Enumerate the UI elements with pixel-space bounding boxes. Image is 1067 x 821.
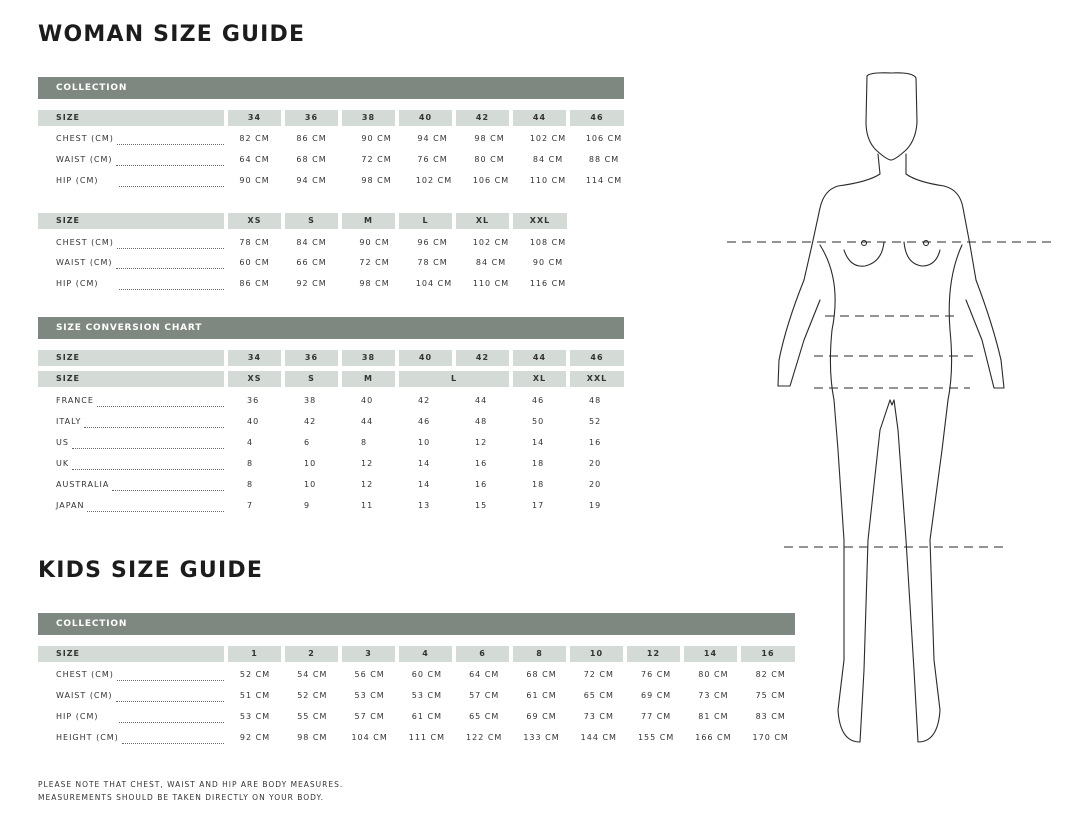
bust-point-right [924, 241, 929, 246]
table-cell: 17 [532, 501, 545, 510]
table-cell: 12 [475, 438, 488, 447]
table-cell: 16 [589, 438, 602, 447]
size-col-header: 3 [342, 646, 395, 662]
kids-collection-band: COLLECTION [38, 613, 795, 635]
row-label-text: WAIST (CM) [56, 155, 113, 164]
table-cell: 48 [475, 417, 488, 426]
table-cell: 76 CM [417, 155, 448, 164]
table-cell: 52 [589, 417, 602, 426]
table-cell: 46 [418, 417, 431, 426]
size-conversion-band: SIZE CONVERSION CHART [38, 317, 624, 339]
row-label-waist [56, 154, 224, 166]
row-label [56, 690, 224, 702]
table-cell: 102 CM [415, 176, 453, 185]
table-cell: 68 CM [296, 155, 327, 164]
size-col-header: 4 [399, 646, 452, 662]
table-cell: 73 CM [698, 691, 729, 700]
table-cell: 13 [418, 501, 431, 510]
row-label-text: CHEST (CM) [56, 238, 114, 247]
table-cell: 73 CM [583, 712, 614, 721]
table-cell: 84 CM [475, 258, 507, 267]
size-col-header: 14 [684, 646, 737, 662]
table-cell: 110 CM [472, 279, 510, 288]
table-cell: 133 CM [523, 733, 560, 742]
table-cell: 166 CM [695, 733, 732, 742]
bust-right [904, 242, 940, 266]
size-col-header: XXL [513, 213, 567, 229]
table-cell: 76 CM [640, 670, 672, 679]
torso-right [906, 245, 962, 742]
table-cell: 18 [532, 480, 545, 489]
table-cell: 122 CM [466, 733, 503, 742]
table-cell: 20 [589, 459, 602, 468]
table-cell: 10 [418, 438, 431, 447]
table-cell: 46 [532, 396, 545, 405]
row-label-hip [56, 175, 224, 187]
size-header: SIZE [38, 213, 224, 229]
torso-left [820, 245, 868, 742]
row-label-text: CHEST (CM) [56, 670, 114, 679]
table-cell: 14 [532, 438, 545, 447]
size-col-header: 44 [513, 110, 566, 126]
table-cell: 111 CM [408, 733, 446, 742]
table-cell: 155 CM [637, 733, 675, 742]
table-cell: 38 [304, 396, 317, 405]
row-label-uk [56, 458, 224, 470]
woman-size-guide-title: WOMAN SIZE GUIDE [38, 22, 306, 47]
row-label-chest [56, 133, 224, 145]
table-cell: 53 CM [354, 691, 385, 700]
table-cell: 18 [532, 459, 545, 468]
row-label-italy [56, 416, 224, 428]
table-cell: 78 CM [417, 258, 448, 267]
size-header: SIZE [38, 350, 224, 366]
row-label-text: HIP (CM) [56, 712, 99, 721]
size-col-header: 36 [285, 350, 338, 366]
size-col-header: 12 [627, 646, 680, 662]
table-cell: 88 CM [588, 155, 620, 164]
table-cell: 110 CM [529, 176, 567, 185]
table-cell: 64 CM [239, 155, 270, 164]
row-label [56, 711, 224, 723]
table-cell: 7 [247, 501, 254, 510]
table-cell: 94 CM [417, 134, 448, 143]
size-col-header: L [399, 213, 452, 229]
neck-outline-right [906, 154, 976, 280]
table-cell: 51 CM [239, 691, 271, 700]
size-col-header: 16 [741, 646, 795, 662]
left-arm [778, 280, 820, 386]
size-header: SIZE [38, 371, 224, 387]
size-col-header: M [342, 213, 395, 229]
table-cell: 12 [361, 459, 374, 468]
table-cell: 86 CM [296, 134, 327, 143]
table-cell: 98 CM [361, 176, 392, 185]
table-cell: 64 CM [469, 670, 500, 679]
table-cell: 102 CM [529, 134, 567, 143]
table-cell: 80 CM [474, 155, 505, 164]
body-figure [720, 70, 1060, 754]
table-cell: 84 CM [532, 155, 564, 164]
table-cell: 42 [418, 396, 431, 405]
row-label-text: HEIGHT (CM) [56, 733, 119, 742]
right-arm [966, 280, 1004, 388]
size-col-header: L [399, 371, 509, 387]
size-col-header: 10 [570, 646, 623, 662]
size-col-header: 8 [513, 646, 566, 662]
table-cell: 98 CM [359, 279, 390, 288]
table-cell: 75 CM [755, 691, 786, 700]
table-cell: 8 [361, 438, 368, 447]
table-cell: 44 [475, 396, 488, 405]
table-cell: 20 [589, 480, 602, 489]
table-cell: 52 CM [297, 691, 328, 700]
table-cell: 53 CM [239, 712, 271, 721]
inner-leg-left [868, 400, 890, 540]
size-header: SIZE [38, 110, 224, 126]
size-col-header: S [285, 371, 338, 387]
table-cell: 10 [304, 480, 317, 489]
table-cell: 66 CM [296, 258, 327, 267]
table-cell: 170 CM [752, 733, 789, 742]
table-cell: 57 CM [354, 712, 385, 721]
table-cell: 8 [247, 459, 254, 468]
table-cell: 90 CM [532, 258, 564, 267]
table-cell: 69 CM [640, 691, 672, 700]
table-cell: 69 CM [526, 712, 557, 721]
table-cell: 96 CM [417, 238, 448, 247]
table-cell: 8 [247, 480, 254, 489]
row-label-us [56, 437, 224, 449]
size-col-header: 34 [228, 110, 281, 126]
row-label-japan [56, 500, 224, 512]
table-cell: 19 [589, 501, 602, 510]
crotch [890, 400, 894, 405]
table-cell: 106 CM [585, 134, 623, 143]
table-cell: 16 [475, 459, 488, 468]
table-cell: 77 CM [640, 712, 672, 721]
table-cell: 104 CM [351, 733, 388, 742]
size-col-header: XS [228, 371, 281, 387]
table-cell: 9 [304, 501, 311, 510]
row-label-text: HIP (CM) [56, 279, 99, 288]
table-cell: 92 CM [296, 279, 327, 288]
row-label-text: US [56, 438, 69, 447]
table-cell: 94 CM [296, 176, 327, 185]
table-cell: 98 CM [297, 733, 328, 742]
table-cell: 50 [532, 417, 545, 426]
table-cell: 102 CM [472, 238, 510, 247]
size-header: SIZE [38, 646, 224, 662]
size-col-header: 40 [399, 350, 452, 366]
row-label-text: CHEST (CM) [56, 134, 114, 143]
table-cell: 61 CM [411, 712, 442, 721]
table-cell: 56 CM [354, 670, 385, 679]
row-label-chest [56, 237, 224, 249]
size-col-header: 40 [399, 110, 452, 126]
size-col-header: 36 [285, 110, 338, 126]
table-cell: 144 CM [580, 733, 617, 742]
woman-collection-band: COLLECTION [38, 77, 624, 99]
row-label-hip [56, 278, 224, 290]
row-label [56, 669, 224, 681]
table-cell: 60 CM [411, 670, 442, 679]
table-cell: 114 CM [585, 176, 623, 185]
row-label [56, 732, 224, 744]
inner-leg-right [894, 400, 906, 540]
table-cell: 65 CM [469, 712, 500, 721]
row-label-text: JAPAN [56, 501, 85, 510]
table-cell: 116 CM [529, 279, 567, 288]
row-label-text: WAIST (CM) [56, 691, 113, 700]
row-label-france [56, 395, 224, 407]
table-cell: 92 CM [239, 733, 271, 742]
table-cell: 65 CM [583, 691, 614, 700]
table-cell: 52 CM [239, 670, 271, 679]
measure-note-line-2: MEASUREMENTS SHOULD BE TAKEN DIRECTLY ON YOUR BODY. [38, 793, 324, 802]
row-label-text: WAIST (CM) [56, 258, 113, 267]
size-col-header: 42 [456, 110, 509, 126]
size-col-header: 1 [228, 646, 281, 662]
table-cell: 72 CM [583, 670, 614, 679]
size-col-header: 34 [228, 350, 281, 366]
size-col-header: XS [228, 213, 281, 229]
table-cell: 68 CM [526, 670, 557, 679]
table-cell: 42 [304, 417, 317, 426]
table-cell: 15 [475, 501, 488, 510]
table-cell: 48 [589, 396, 602, 405]
table-cell: 108 CM [529, 238, 567, 247]
size-col-header: M [342, 371, 395, 387]
table-cell: 40 [247, 417, 260, 426]
size-col-header: XL [456, 213, 509, 229]
table-cell: 36 [247, 396, 260, 405]
table-cell: 98 CM [474, 134, 505, 143]
table-cell: 82 CM [239, 134, 270, 143]
row-label-waist [56, 257, 224, 269]
row-label-australia [56, 479, 224, 491]
row-label-text: AUSTRALIA [56, 480, 110, 489]
size-col-header: 46 [570, 350, 624, 366]
size-col-header: XL [513, 371, 566, 387]
table-cell: 4 [247, 438, 254, 447]
table-cell: 104 CM [415, 279, 453, 288]
neck-outline [804, 154, 880, 280]
size-col-header: XXL [570, 371, 624, 387]
table-cell: 55 CM [297, 712, 328, 721]
kids-size-guide-title: KIDS SIZE GUIDE [38, 558, 264, 583]
table-cell: 40 [361, 396, 374, 405]
table-cell: 16 [475, 480, 488, 489]
size-col-header: 38 [342, 110, 395, 126]
table-cell: 44 [361, 417, 374, 426]
table-cell: 14 [418, 480, 431, 489]
size-col-header: 44 [513, 350, 566, 366]
table-cell: 78 CM [239, 238, 270, 247]
table-cell: 82 CM [755, 670, 786, 679]
table-cell: 12 [361, 480, 374, 489]
bust-point-left [862, 241, 867, 246]
row-label-text: FRANCE [56, 396, 94, 405]
table-cell: 106 CM [472, 176, 510, 185]
table-cell: 60 CM [239, 258, 270, 267]
measure-note-line-1: PLEASE NOTE THAT CHEST, WAIST AND HIP ARE BODY MEASURES. [38, 780, 344, 789]
table-cell: 10 [304, 459, 317, 468]
table-cell: 6 [304, 438, 311, 447]
body-illustration [720, 70, 1060, 750]
table-cell: 57 CM [469, 691, 500, 700]
table-cell: 83 CM [755, 712, 786, 721]
table-cell: 54 CM [297, 670, 328, 679]
table-cell: 53 CM [411, 691, 442, 700]
table-cell: 72 CM [359, 258, 390, 267]
table-cell: 90 CM [361, 134, 392, 143]
table-cell: 90 CM [359, 238, 390, 247]
table-cell: 11 [361, 501, 374, 510]
table-cell: 61 CM [526, 691, 557, 700]
row-label-text: UK [56, 459, 70, 468]
table-cell: 81 CM [698, 712, 729, 721]
size-col-header: 46 [570, 110, 624, 126]
table-cell: 72 CM [361, 155, 392, 164]
row-label-text: ITALY [56, 417, 82, 426]
size-col-header: 6 [456, 646, 509, 662]
table-cell: 14 [418, 459, 431, 468]
size-col-header: S [285, 213, 338, 229]
size-col-header: 38 [342, 350, 395, 366]
table-cell: 86 CM [239, 279, 270, 288]
table-cell: 90 CM [239, 176, 270, 185]
row-label-text: HIP (CM) [56, 176, 99, 185]
head-outline [866, 73, 917, 160]
table-cell: 84 CM [296, 238, 327, 247]
size-col-header: 42 [456, 350, 509, 366]
size-col-header: 2 [285, 646, 338, 662]
table-cell: 80 CM [698, 670, 729, 679]
